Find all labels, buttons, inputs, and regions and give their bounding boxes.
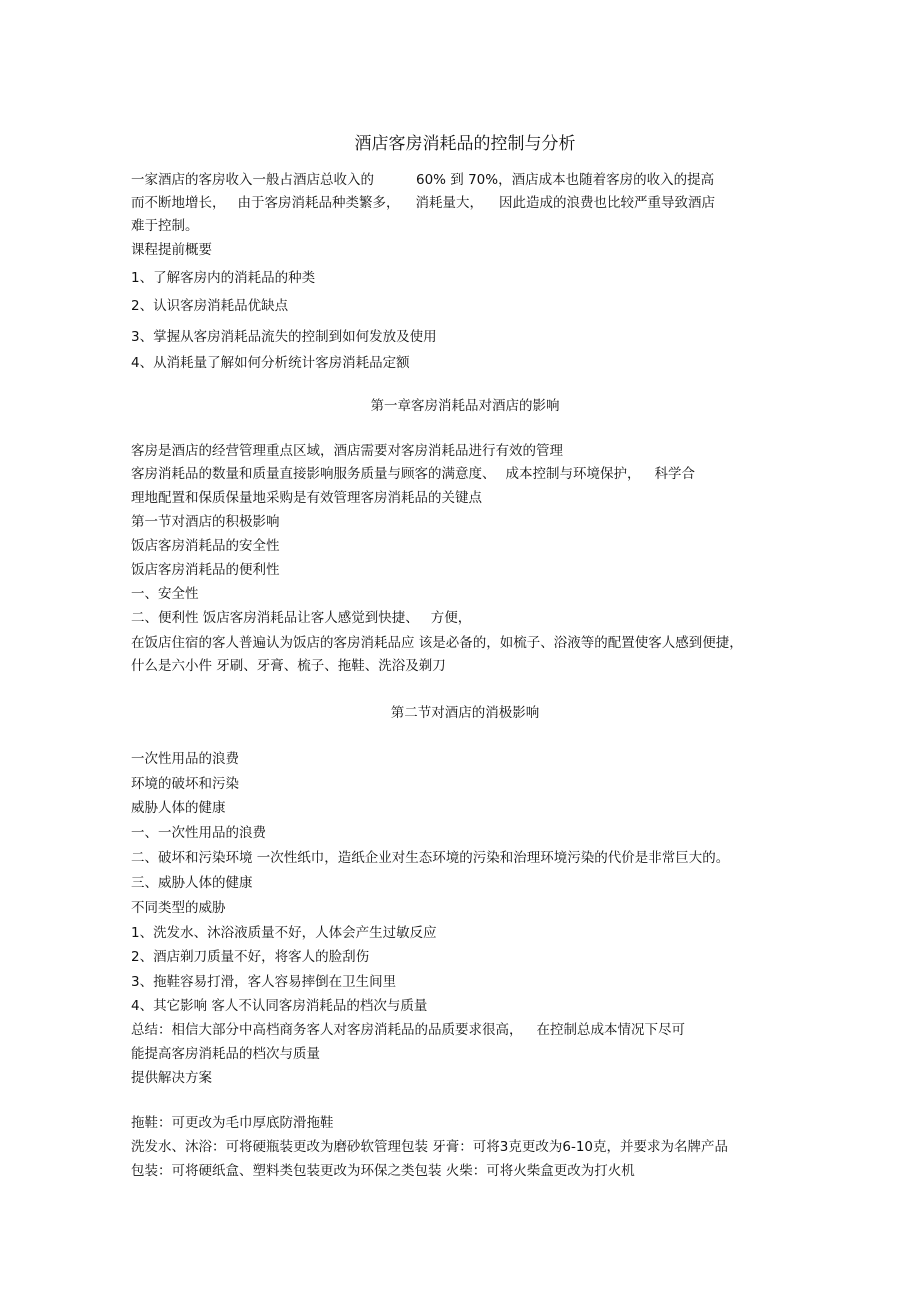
text-line: 威胁人体的健康 <box>131 800 226 816</box>
chapter-paragraph: 客房是酒店的经营管理重点区域，酒店需要对客房消耗品进行有效的管理 <box>131 443 563 459</box>
chapter-paragraph <box>131 465 695 483</box>
intro-text: 因此造成的浪费也比较严重导致酒店 <box>499 195 715 211</box>
text-line: 3、拖鞋容易打滑，客人容易摔倒在卫生间里 <box>131 974 397 990</box>
paragraph-text: 二、便利性 饭店客房消耗品让客人感觉到快捷、 <box>131 610 419 626</box>
paragraph-text: 客房消耗品的数量和质量直接影响服务质量与顾客的满意度、 <box>131 466 496 482</box>
text-line: 1、洗发水、沐浴液质量不好，人体会产生过敏反应 <box>131 925 437 941</box>
text-line: 环境的破坏和污染 <box>131 776 239 792</box>
text-line: 二、破坏和污染环境 一次性纸巾，造纸企业对生态环境的污染和治理环境污染的代价是非常巨大的。 <box>131 850 730 866</box>
text-line: 饭店客房消耗品的安全性 <box>131 538 280 554</box>
paragraph-text: 成本控制与环境保护， <box>505 466 641 482</box>
text-line: 一、安全性 <box>131 586 199 602</box>
document-title: 酒店客房消耗品的控制与分析 <box>354 134 576 154</box>
text-line: 提供解决方案 <box>131 1070 212 1086</box>
summary-line: 能提高客房消耗品的档次与质量 <box>131 1046 320 1062</box>
intro-line-3: 难于控制。 <box>131 218 199 234</box>
chapter-heading: 第一章客房消耗品对酒店的影响 <box>370 398 560 414</box>
text-line: 三、威胁人体的健康 <box>131 875 253 891</box>
chapter-paragraph: 理地配置和保质保量地采购是有效管理客房消耗品的关键点 <box>131 490 482 506</box>
overview-heading: 课程提前概要 <box>131 242 212 258</box>
text-line: 什么是六小件 牙刷、牙膏、梳子、拖鞋、洗浴及剃刀 <box>131 658 446 674</box>
paragraph-text: 科学合 <box>654 466 695 482</box>
paragraph-text: 总结：相信大部分中高档商务客人对客房消耗品的品质要求很高， <box>131 1022 523 1038</box>
intro-line-2 <box>131 194 715 212</box>
text-line: 不同类型的威胁 <box>131 900 226 916</box>
overview-item: 3、掌握从客房消耗品流失的控制到如何发放及使用 <box>131 329 437 345</box>
text-line: 一次性用品的浪费 <box>131 751 239 767</box>
solution-line: 拖鞋：可更改为毛巾厚底防滑拖鞋 <box>131 1115 334 1131</box>
overview-item: 2、认识客房消耗品优缺点 <box>131 298 289 314</box>
solution-line: 包装：可将硬纸盒、塑料类包装更改为环保之类包装 火柴：可将火柴盒更改为打火机 <box>131 1163 635 1179</box>
text-line: 2、酒店剃刀质量不好，将客人的脸刮伤 <box>131 949 370 965</box>
intro-text: 由于客房消耗品种类繁多， <box>237 195 400 211</box>
text-line: 一、一次性用品的浪费 <box>131 825 266 841</box>
overview-item: 1、了解客房内的消耗品的种类 <box>131 270 316 286</box>
intro-text: 消耗量大， <box>415 195 483 211</box>
intro-text: 而不断地增长， <box>131 195 226 211</box>
summary-line <box>131 1021 685 1039</box>
text-line: 4、其它影响 客人不认同客房消耗品的档次与质量 <box>131 998 428 1014</box>
section-heading: 第一节对酒店的积极影响 <box>131 514 280 530</box>
solution-line: 洗发水、沐浴：可将硬瓶装更改为磨砂软管理包装 牙膏：可将3克更改为6-10克，并要求为名牌产品 <box>131 1139 729 1155</box>
intro-text: 60% 到 70%，酒店成本也随着客房的收入的提高 <box>416 172 715 188</box>
intro-text: 一家酒店的客房收入一般占酒店总收入的 <box>131 172 374 188</box>
paragraph-text: 在控制总成本情况下尽可 <box>536 1022 685 1038</box>
overview-item: 4、从消耗量了解如何分析统计客房消耗品定额 <box>131 355 410 371</box>
text-line: 饭店客房消耗品的便利性 <box>131 562 280 578</box>
text-line: 在饭店住宿的客人普遍认为饭店的客房消耗品应 该是必备的，如梳子、浴液等的配置使客人感到便捷， <box>131 635 743 651</box>
text-line <box>131 609 471 627</box>
intro-line-1 <box>131 171 714 189</box>
paragraph-text: 方便， <box>430 610 472 626</box>
section-2-heading: 第二节对酒店的消极影响 <box>390 705 540 721</box>
